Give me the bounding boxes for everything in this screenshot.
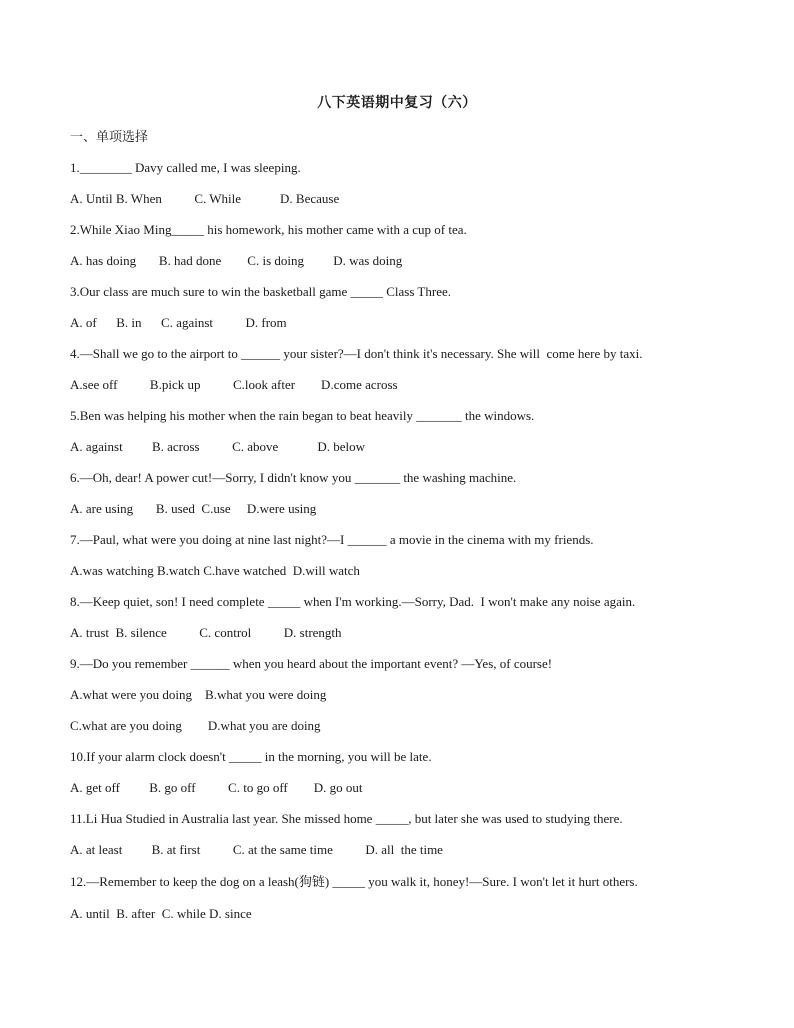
options-12: A. until B. after C. while D. since — [70, 906, 252, 921]
question-10: 10.If your alarm clock doesn't _____ in the morning, you will be late. — [70, 749, 432, 764]
question-1: 1.________ Davy called me, I was sleeping. — [70, 160, 301, 175]
question-7: 7.—Paul, what were you doing at nine last night?—I ______ a movie in the cinema with my friends. — [70, 532, 594, 547]
question-9: 9.—Do you remember ______ when you heard about the important event? —Yes, of course! — [70, 656, 553, 671]
options-2: A. has doing B. had done C. is doing D. was doing — [70, 253, 403, 268]
options-5: A. against B. across C. above D. below — [70, 439, 365, 454]
options-4: A.see off B.pick up C.look after D.come across — [70, 377, 398, 392]
options-10: A. get off B. go off C. to go off D. go out — [70, 780, 363, 795]
section-heading: 一、单项选择 — [70, 130, 149, 145]
options-8: A. trust B. silence C. control D. strength — [70, 625, 342, 640]
question-2: 2.While Xiao Ming_____ his homework, his mother came with a cup of tea. — [70, 222, 467, 237]
question-4: 4.—Shall we go to the airport to ______ your sister?—I don't think it's necessary. She will come here by taxi. — [70, 346, 643, 361]
question-12: 12.—Remember to keep the dog on a leash(狗链) _____ you walk it, honey!—Sure. I won't let it hurt others. — [70, 874, 638, 889]
question-6: 6.—Oh, dear! A power cut!—Sorry, I didn't know you _______ the washing machine. — [70, 470, 517, 485]
options-1: A. Until B. When C. While D. Because — [70, 191, 340, 206]
question-8: 8.—Keep quiet, son! I need complete _____ when I'm working.—Sorry, Dad. I won't make any noise again. — [70, 594, 636, 609]
options-6: A. are using B. used C.use D.were using — [70, 501, 317, 516]
options-9b: C.what are you doing D.what you are doing — [70, 718, 321, 733]
options-11: A. at least B. at first C. at the same time D. all the time — [70, 842, 443, 857]
options-9a: A.what were you doing B.what you were doing — [70, 687, 327, 702]
question-3: 3.Our class are much sure to win the basketball game _____ Class Three. — [70, 284, 451, 299]
page-title: 八下英语期中复习（六） — [317, 95, 477, 111]
options-7: A.was watching B.watch C.have watched D.will watch — [70, 563, 360, 578]
question-5: 5.Ben was helping his mother when the rain began to beat heavily _______ the windows. — [70, 408, 535, 423]
options-3: A. of B. in C. against D. from — [70, 315, 287, 330]
question-11: 11.Li Hua Studied in Australia last year. She missed home _____, but later she was used to studying there. — [70, 811, 623, 826]
